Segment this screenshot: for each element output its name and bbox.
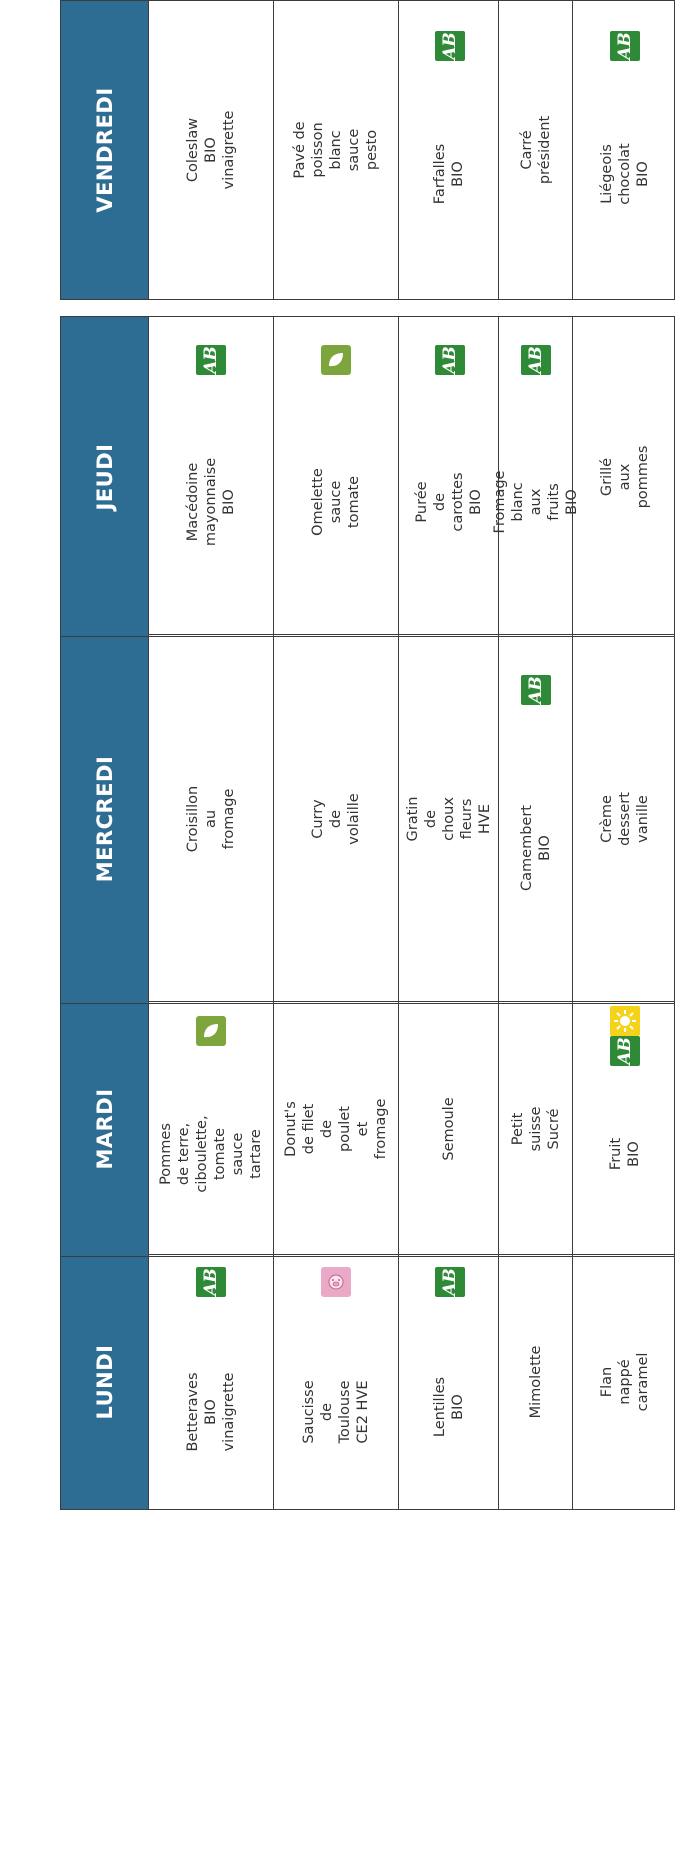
menu-item [498,1,572,299]
menu-item [148,1255,273,1509]
dish-name: Flan nappé caramel [598,1352,651,1412]
day-title: MARDI [92,1088,117,1170]
dish-name: Omelette sauce tomate [310,468,362,536]
menu-item [273,635,398,1003]
menu-item [273,317,398,636]
organic-ab-icon: AB [610,31,640,61]
menu-item [572,1255,676,1509]
dish-name: Pavé de poisson blanc sauce pesto [292,121,380,179]
menu-item [148,317,273,636]
menu-item [498,1002,572,1256]
organic-ab-icon: AB [196,345,226,375]
dish-name: Purée de carottes BIO [413,472,484,532]
dish-name: Coleslaw BIO vinaigrette [185,110,237,190]
vegetarian-leaf-icon [321,345,351,375]
dish-name: Pommes de terre, ciboulette, tomate sauce tartare [158,1115,264,1193]
dish-name: Liégeois chocolat BIO [598,143,651,205]
menu-item [398,1002,498,1256]
menu-item [572,1,676,299]
dish-name: Grillé aux pommes [598,445,651,508]
dish-name: Macédoine mayonnaise BIO [185,457,237,547]
day-column-mercredi [60,634,675,1004]
menu-item [148,1,273,299]
menu-item [572,635,676,1003]
dish-name: Fromage blanc aux fruits BIO [491,470,580,534]
organic-ab-icon: AB [521,345,551,375]
menu-item [498,1255,572,1509]
organic-ab-icon: AB [435,345,465,375]
dish-name: Camembert BIO [518,805,553,892]
day-title: MERCREDI [92,755,117,883]
day-title: JEUDI [92,443,117,510]
organic-ab-icon: AB [610,1036,640,1066]
menu-item [148,1002,273,1256]
dish-name: Mimolette [527,1345,544,1419]
dish-name: Betteraves BIO vinaigrette [185,1372,237,1453]
day-header [61,635,148,1003]
menu-item [273,1255,398,1509]
dish-name: Carré président [518,115,553,185]
seasonal-sun-icon [610,1006,640,1036]
menu-item [273,1,398,299]
day-column-mardi [60,1001,675,1257]
menu-item [491,317,580,636]
vegetarian-leaf-icon [196,1016,226,1046]
day-title: VENDREDI [92,87,117,213]
dish-name: Semoule [440,1097,457,1161]
day-header [61,1255,148,1509]
dish-name: Croisillon au fromage [185,785,237,853]
menu-item [148,635,273,1003]
menu-item [572,317,676,636]
organic-ab-icon: AB [435,31,465,61]
dish-name: Saucisse de Toulouse CE2 HVE [301,1380,371,1445]
menu-item [398,635,498,1003]
day-header [61,1002,148,1256]
menu-item [273,1002,398,1256]
dish-name: Curry de volaille [310,793,362,845]
menu-item [398,317,498,636]
dish-name: Crème dessert vanille [598,792,651,846]
organic-ab-icon: AB [521,675,551,705]
day-column-vendredi [60,0,675,300]
day-column-lundi [60,1254,675,1510]
dish-name: Petit suisse Sucré [509,1106,562,1152]
day-title: LUNDI [92,1344,117,1420]
dish-name: Farfalles BIO [431,143,466,205]
dish-name: Lentilles BIO [431,1377,466,1438]
menu-item [398,1,498,299]
dish-name: Donut's de filet de poulet et fromage [283,1098,389,1160]
day-header [61,317,148,636]
organic-ab-icon: AB [196,1267,226,1297]
day-header [61,1,148,299]
dish-name: Gratin de choux fleurs HVE [404,796,493,842]
dish-name: Fruit BIO [607,1138,642,1171]
menu-item [572,1002,676,1256]
organic-ab-icon: AB [435,1267,465,1297]
menu-item [398,1255,498,1509]
day-column-jeudi [60,316,675,637]
menu-item [498,635,572,1003]
pork-icon [321,1267,351,1297]
